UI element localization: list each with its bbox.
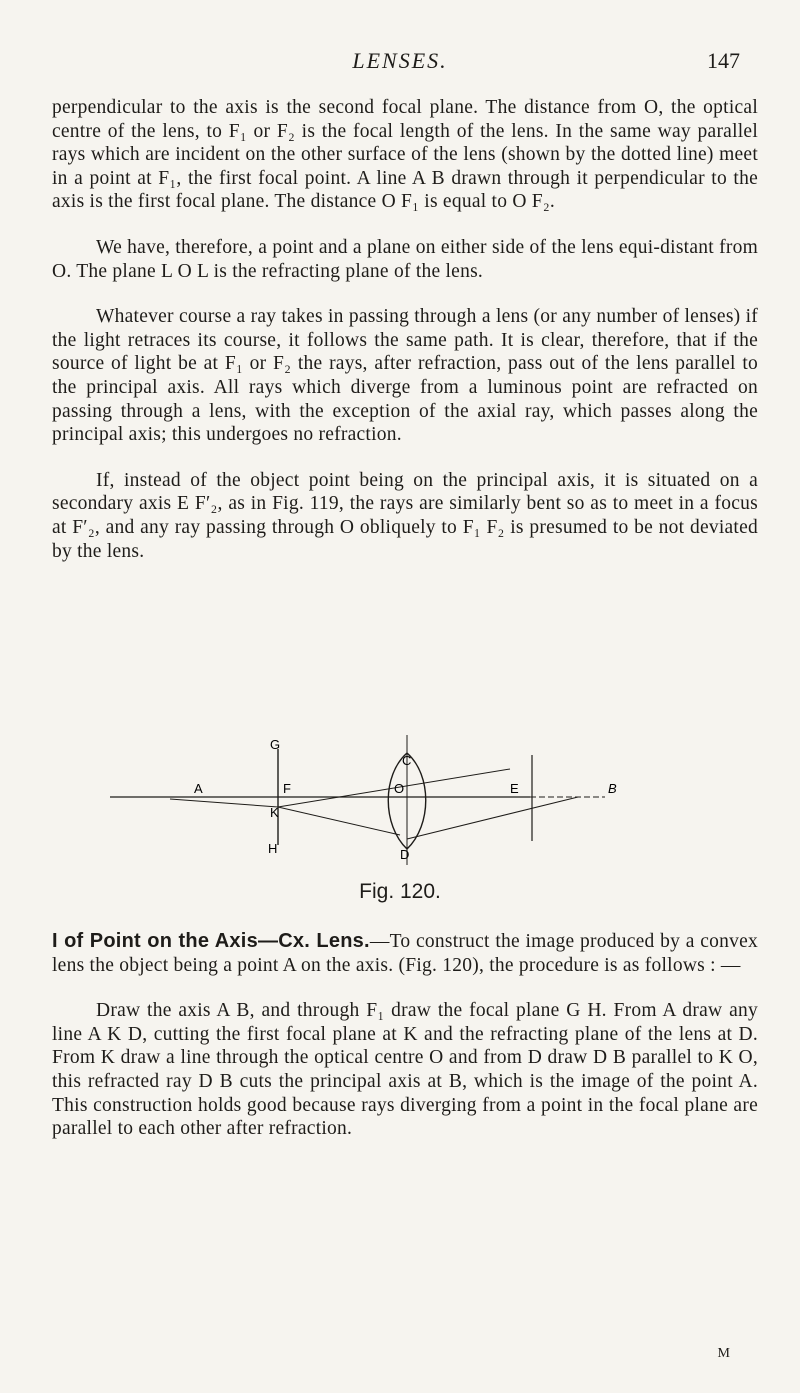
ray-k-d <box>278 807 400 835</box>
label-b: B <box>608 781 617 796</box>
page-header <box>0 48 800 88</box>
section-paragraph-1-text: —To construct the image produced by a convex lens the object being a point A on the axis. (Fig. 120), the procedure is as follows : — <box>52 931 759 976</box>
label-e: E <box>510 781 519 796</box>
label-f: F <box>283 781 291 796</box>
section-heading: I of Point on the Axis—Cx. Lens. <box>52 930 370 952</box>
body-text-top <box>52 96 758 585</box>
label-a: A <box>194 781 203 796</box>
label-c: C <box>402 753 412 768</box>
paragraph-1: perpendicular to the axis is the second focal plane. The distance from O, the optical centre of the lens, to F₁ or F₂ is the focal length of the lens. In the same way parallel rays which are incident on the other surface of the lens (shown by the dotted line) meet in a point at F₁, the first focal point. A line A B drawn through it perpendicular to the axis is the first focal plane. The distance O F₁ is equal to O F₂. <box>52 97 758 213</box>
section-paragraph-2: Draw the axis A B, and through F₁ draw the focal plane G H. From A draw any line A K D, cutting the first focal plane at K and the refracting plane of the lens at D. From K draw a line through the optical centre O and from D draw D B parallel to K O, this refracted ray D B cuts the principal axis at B, which is the image of the point A. This construction holds good because rays diverging from a point in the focal plane are parallel to each other after refraction. <box>52 1000 758 1140</box>
page-number: 147 <box>707 48 740 73</box>
lens-diagram <box>110 735 670 870</box>
label-k: K <box>270 805 279 820</box>
paragraph-3: Whatever course a ray takes in passing through a lens (or any number of lenses) if the light retraces its course, it follows the same path. It is clear, therefore, that if the source of light be at F₁ or F₂ the rays, after refraction, pass out of the lens parallel to the principal axis. All rays which diverge from a luminous point are refracted on passing through a lens, with the exception of the axial ray, which passes along the principal axis; this undergoes no refraction. <box>52 306 758 446</box>
label-o: O <box>394 781 405 796</box>
section-paragraph-1 <box>52 930 758 977</box>
ray-a-k <box>170 799 278 807</box>
label-d: D <box>400 847 410 862</box>
body-text-bottom <box>52 930 758 1163</box>
paragraph-2: We have, therefore, a point and a plane on either side of the lens equi-distant from O. The plane L O L is the refracting plane of the lens. <box>52 236 758 282</box>
signature-mark: M <box>717 1346 730 1361</box>
label-g: G <box>270 737 281 752</box>
running-head: LENSES. <box>352 48 448 73</box>
figure-caption: Fig. 120. <box>359 880 441 903</box>
ray-d-b <box>407 797 578 839</box>
label-h: H <box>268 841 278 856</box>
paragraph-4: If, instead of the object point being on the principal axis, it is situated on a secondary axis E F′₂, as in Fig. 119, the rays are similarly bent so as to meet in a focus at F′₂, and any ray passing through O obliquely to F₁ F₂ is presumed to be not deviated by the lens. <box>52 469 758 562</box>
